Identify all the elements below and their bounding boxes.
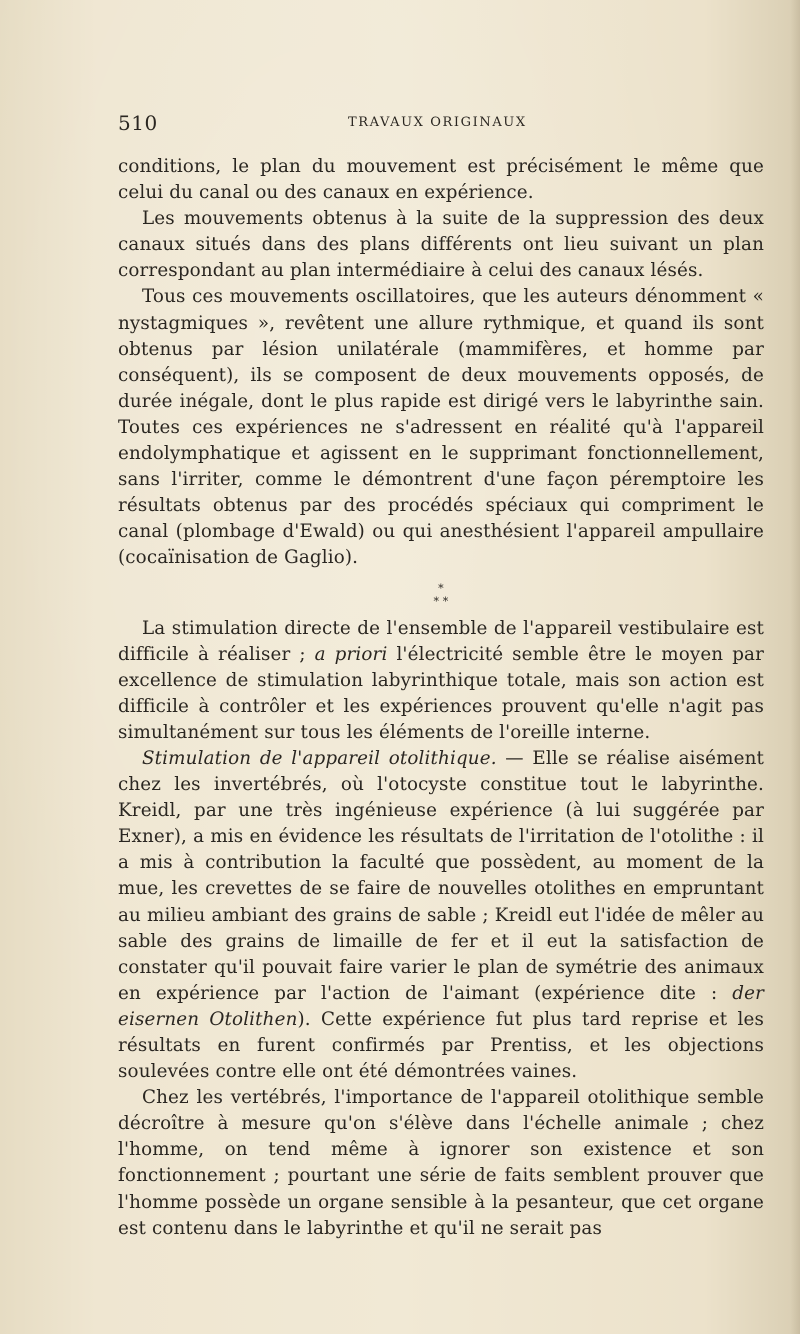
paragraph-1: conditions, le plan du mouvement est précisément le même que celui du canal ou des canaux en expérience. (118, 156, 764, 204)
paragraph-4 (118, 616, 764, 746)
body-text (118, 154, 764, 1242)
paragraph-2: Les mouvements obtenus à la suite de la suppression des deux canaux situés dans des plans différents ont lieu suivant un plan correspondant au plan intermédiaire à celui des canaux lésés. (118, 208, 764, 282)
paragraph-5 (118, 746, 764, 1085)
separator-stars-bottom: * * (433, 594, 449, 608)
running-head: TRAVAUX ORIGINAUX (348, 115, 527, 130)
page-number: 510 (118, 111, 158, 135)
paragraph-4-italic: a priori (314, 643, 388, 665)
paragraph-5-italic: der eisernen Otolithen (118, 982, 764, 1030)
section-separator (118, 582, 764, 608)
paragraph-5-text-b: — Elle se réalise aisément chez les invertébrés, où l'otocyste constitue tout le labyrinthe. Kreidl, par une très ingénieuse expérience (à lui suggérée par Exner), a mis en évidence les résultats de l'irritation de l'otolithe : il a mis à contribution la faculté que possèdent, au moment de la mue, les crevettes de se faire de nouvelles otolithes en empruntant au milieu ambiant des grains de sable ; Kreidl eut l'idée de mêler au sable des grains de limaille de fer et il eut la satisfaction de constater qu'il pouvait faire varier le plan de symétrie des animaux en expérience par l'action de l'aimant (expérience dite : (118, 747, 765, 1004)
paragraph-6: Chez les vertébrés, l'importance de l'appareil otolithique semble décroître à mesure qu'on s'élève dans l'échelle animale ; chez l'homme, on tend même à ignorer son existence et son fonctionnement ; pourtant une série de faits semblent prouver que l'homme possède un organe sensible à la pesanteur, que cet organe est contenu dans le labyrinthe et qu'il ne serait pas (118, 1087, 764, 1239)
paragraph-3: Tous ces mouvements oscillatoires, que les auteurs dénomment « nystagmiques », revêtent une allure rythmique, et quand ils sont obtenus par lésion unilatérale (mammifères, et homme par conséquent), ils se composent de deux mouvements opposés, de durée inégale, dont le plus rapide est dirigé vers le labyrinthe sain. Toutes ces expériences ne s'adressent en réalité qu'à l'appareil endolymphatique et agissent en le supprimant fonctionnellement, sans l'irriter, comme le démontrent d'une façon péremptoire les résultats obtenus par des procédés spéciaux qui compriment le canal (plombage d'Ewald) ou qui anesthésient l'appareil ampullaire (cocaïnisation de Gaglio). (118, 286, 764, 569)
section-heading-otolithic: Stimulation de l'appareil otolithique. (142, 747, 497, 769)
page-header (118, 108, 764, 138)
paragraph-4-text-c: l'électricité semble être le moyen par excellence de stimulation labyrinthique totale, mais son action est difficile à contrôler et les expériences prouvent qu'elle n'agit pas simultanément sur tous les éléments de l'oreille interne. (118, 643, 764, 743)
separator-star-top: * (438, 581, 444, 595)
paragraph-5-text-d: ). Cette expérience fut plus tard reprise et les résultats en furent confirmés par Prentiss, et les objections soulevées contre elle ont été démontrées vaines. (118, 1008, 764, 1083)
paragraph-4-text-a: La stimulation directe de l'ensemble de l'appareil vestibulaire est difficile à réaliser ; (118, 617, 764, 665)
